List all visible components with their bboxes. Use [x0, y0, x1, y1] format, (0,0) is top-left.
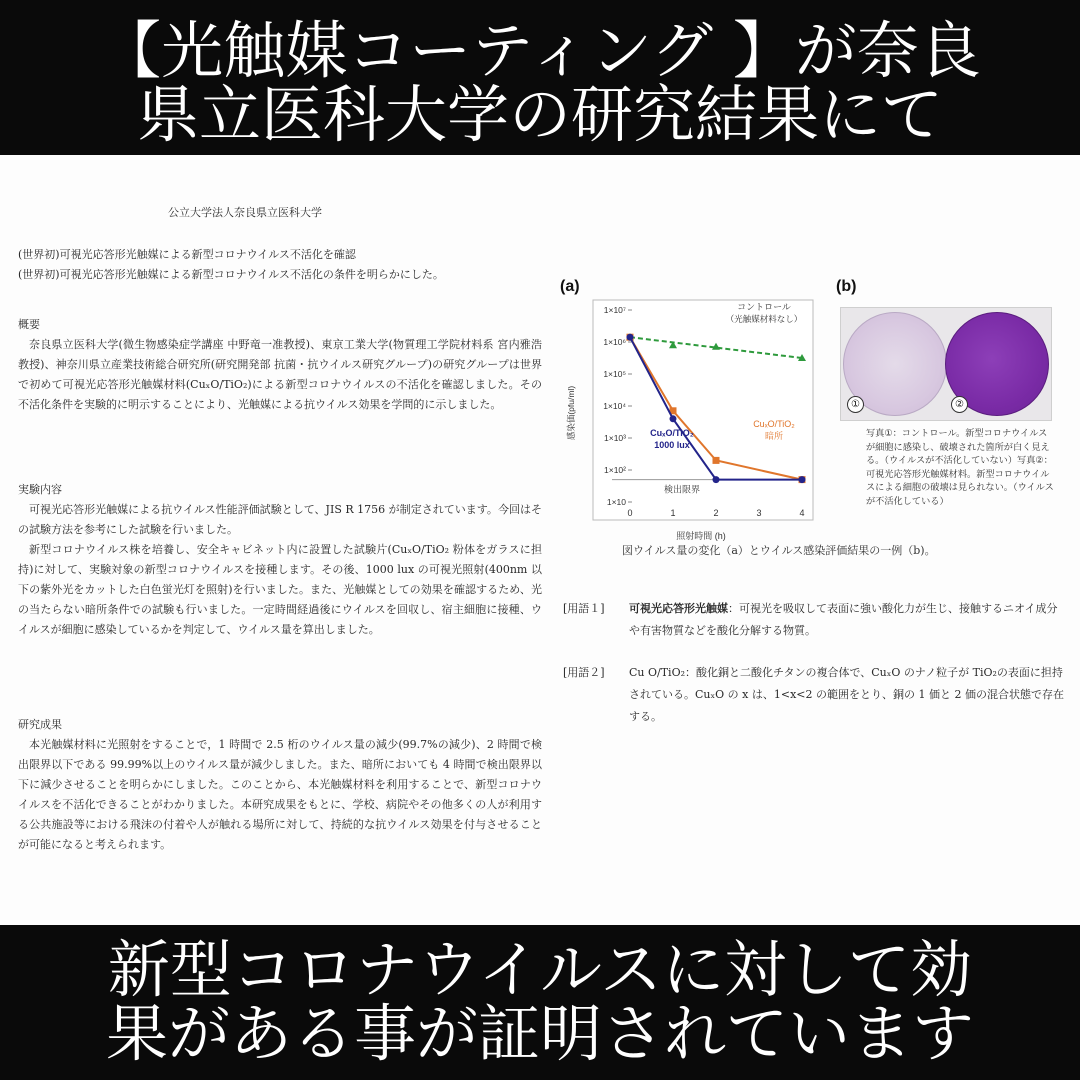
term-text: Cu O/TiO₂：酸化銅と二酸化チタンの複合体で、CuₓO のナノ粒子が TiO₂の表面に担持されている。CuₓO の x は、1<x<2 の範囲をとり、銅の 1 価と 2 価の混合状態で存在する。	[629, 666, 1064, 723]
term-tag: [用語１]	[563, 602, 605, 615]
data-point	[670, 415, 677, 422]
photo-label-2: ②	[951, 396, 968, 413]
series-label-dark-line2: 暗所	[764, 431, 784, 441]
figure-label-a: (a)	[560, 278, 580, 295]
term-text: ：可視光を吸収して表面に強い酸化力が生じ、接触するニオイ成分や有害物質などを酸化分解する物質。	[629, 602, 1058, 637]
figure-caption: 図ウイルス量の変化（a）とウイルス感染評価結果の一例（b)。	[622, 544, 936, 557]
term-tag: [用語２]	[563, 666, 605, 679]
organization-name: 公立大学法人奈良県立医科大学	[168, 206, 322, 219]
virus-titer-chart	[560, 295, 830, 545]
figure	[560, 275, 1060, 565]
glossary-term	[563, 598, 1068, 642]
petri-dish-photo	[840, 307, 1052, 421]
y-axis-label: 感染価(pfu/ml)	[566, 385, 576, 441]
series-label-light-line1: CuₓO/TiO₂	[650, 428, 694, 438]
section-paragraph: 新型コロナウイルス株を培養し、安全キャビネット内に設置した試験片(CuₓO/TiO₂ 粉体をガラスに担持)に対して、実験対象の新型コロナウイルスを接種します。その後、1000 lux の可視光照射(400nm 以下の紫外光をカットした白色蛍光灯を照射)を行いました。また、光触媒としての効果を確認するため、光の当たらない暗所条件での試験も行いました。一定時間経過後にウイルスを回収し、宿主細胞に接種、ウイルスが細胞に感染しているかを判定して、ウイルス量を算出しました。	[18, 543, 542, 636]
series-label-control-line1: コントロール	[737, 302, 791, 312]
section-paragraph: 奈良県立医科大学(微生物感染症学講座 中野竜一准教授)、東京工業大学(物質理工学院材料系 宮内雅浩教授)、神奈川県立産業技術総合研究所(研究開発部 抗菌・抗ウイルス研究グループ)の研究グループは世界で初めて可視光応答形光触媒材料(CuₓO/TiO₂)による新型コロナウイルスの不活化を確認しました。その不活化条件を実験的に明示することにより、光触媒による抗ウイルス効果を学問的に示しました。	[18, 338, 542, 411]
bottom-banner	[0, 925, 1080, 1080]
detection-limit-label: 検出限界	[664, 484, 701, 495]
y-tick-label: 1×10²	[604, 465, 626, 475]
section-paragraph: 可視光応答形光触媒による抗ウイルス性能評価試験として、JIS R 1756 が制定されています。今回はその試験方法を参考にした試験を行いました。	[18, 503, 542, 536]
document-scan	[0, 155, 1080, 925]
x-tick-label: 1	[670, 508, 676, 518]
x-tick-label: 0	[627, 508, 633, 518]
y-tick-label: 1×10⁶	[603, 337, 626, 347]
y-tick-label: 1×10⁷	[603, 305, 626, 315]
photo-caption: 写真①：コントロール。新型コロナウイルスが細胞に感染し、破壊された箇所が白く見える。（ウイルスが不活化していない）写真②：可視光応答形光触媒材料。新型コロナウイルスによる細胞の破壊は見られない。（ウイルスが不活化している）	[866, 428, 1054, 507]
lead-line: (世界初)可視光応答形光触媒による新型コロナウイルス不活化の条件を明らかにした。	[18, 268, 444, 281]
y-tick-label: 1×10³	[604, 433, 626, 443]
glossary-term	[563, 662, 1068, 728]
section-heading: 研究成果	[18, 718, 62, 731]
y-tick-label: 1×10	[606, 497, 626, 507]
series-label-control-line2: （光触媒材料なし）	[725, 314, 803, 324]
x-tick-label: 2	[713, 508, 719, 518]
section-heading: 概要	[18, 318, 40, 331]
term-name: 可視光応答形光触媒	[629, 602, 728, 615]
section-results	[18, 715, 542, 855]
plot-area	[593, 300, 813, 520]
glossary	[563, 598, 1068, 748]
top-banner-line-2: 県立医科大学の研究結果にて	[136, 78, 943, 151]
figure-label-b: (b)	[836, 278, 857, 295]
data-point	[799, 476, 806, 483]
section-overview	[18, 315, 542, 415]
x-axis-label: 照射時間 (h)	[676, 531, 726, 541]
section-heading: 実験内容	[18, 483, 62, 496]
y-tick-label: 1×10⁵	[603, 369, 626, 379]
lead-line: (世界初)可視光応答形光触媒による新型コロナウイルス不活化を確認	[18, 248, 356, 261]
y-tick-label: 1×10⁴	[603, 401, 626, 411]
series-label-light-line2: 1000 lux	[654, 440, 690, 450]
bottom-banner-line-2: 果がある事が証明されています	[105, 997, 974, 1070]
top-banner-line-1: 【光触媒コーティング 】が奈良	[99, 14, 981, 87]
bottom-banner-line-1: 新型コロナウイルスに対して効	[107, 933, 973, 1006]
data-point	[713, 476, 720, 483]
section-experiment	[18, 480, 542, 640]
data-point	[627, 334, 634, 341]
lead-statements	[18, 245, 542, 285]
top-banner	[0, 0, 1080, 155]
data-point	[713, 457, 720, 464]
series-label-dark-line1: CuₓO/TiO₂	[753, 419, 795, 429]
x-tick-label: 3	[756, 508, 762, 518]
x-tick-label: 4	[799, 508, 805, 518]
photo-label-1: ①	[847, 396, 864, 413]
section-paragraph: 本光触媒材料に光照射をすることで，1 時間で 2.5 桁のウイルス量の減少(99.7%の減少)、2 時間で検出限界以下である 99.99%以上のウイルス量が減少しました。また、暗所においても 4 時間で検出限界以下に減少させることを明らかにしました。このことから、本光触媒材料を利用することで、新型コロナウイルスを不活化できることがわかりました。本研究成果をもとに、学校、病院やその他多くの人が利用する公共施設等における飛沫の付着や人が触れる場所に対して、持続的な抗ウイルス効果を付与させることが可能になると考えられます。	[18, 738, 542, 851]
